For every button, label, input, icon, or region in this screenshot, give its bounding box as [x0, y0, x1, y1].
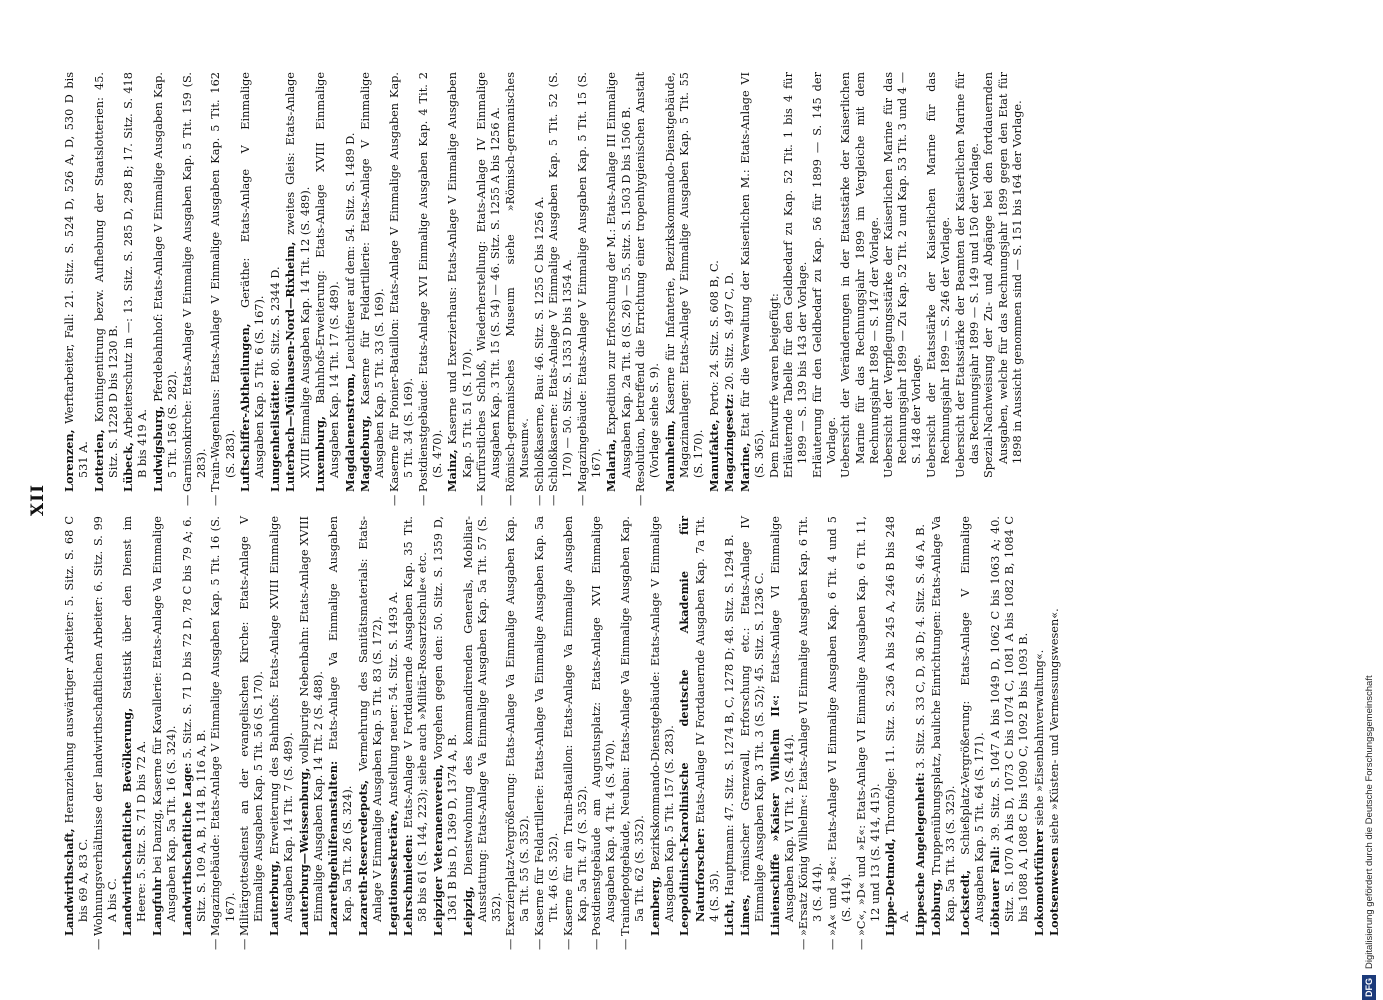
entry-text: Bahnhofs-Erweiterung: Etats-Anlage XVIII Einmalige Ausgaben Kap. 14 Tit. 17 (S. 489). — [314, 72, 342, 478]
entry-text: zweites Gleis: Etats-Anlage XVIII Einmalige Ausgaben Kap. 14 Tit. 12 (S. 489). — [284, 72, 312, 478]
index-entry — [120, 516, 149, 936]
entry-text: Spezial-Nachweisung der Zu- und Abgänge bei den fortdauernden Ausgaben, welche für das Rechnungsjahr 1899 gegen den Etat für 1898 in Aussicht genommen sind — S. 151 bis 164 der Vorlage. — [982, 72, 1024, 478]
index-entry — [461, 516, 504, 936]
entry-keyword: Mainz, — [445, 449, 460, 492]
sub-entry-dash: — — [797, 938, 811, 950]
entry-keyword: Mannheim, — [662, 420, 677, 492]
digitization-footer — [1360, 0, 1380, 1000]
index-entry — [982, 72, 1024, 492]
index-entry — [209, 72, 237, 506]
index-entry — [209, 516, 237, 950]
index-entry — [722, 516, 737, 936]
entry-text: Kontingentirung bezw. Aufhebung der Staatslotterien: 45. Sitz. S. 1228 D bis 1230 B. — [92, 72, 120, 478]
entry-keyword: Löbtauer Fall: — [987, 846, 1002, 936]
entry-text: Erläuterung für den Geldbedarf zu Kap. 56 für 1899 — S. 145 der Vorlage. — [810, 72, 838, 478]
sub-entry-dash: — — [416, 494, 430, 506]
entry-text: Kaserne für Feldartillerie: Etats-Anlage Va Einmalige Ausgaben Kap. 5a Tit. 46 (S. 352). — [533, 516, 561, 936]
entry-keyword: Lootsenwesen — [1047, 847, 1062, 936]
sub-entry-dash: — — [503, 494, 517, 506]
index-entry — [722, 72, 737, 492]
entry-text: Bezirkskommando-Dienstgebäude: Etats-Anlage V Einmalige Ausgaben Kap. 5 Tit. 157 (S. 283). — [648, 516, 676, 922]
entry-text: Magazingebäude: Etats-Anlage V Einmalige Ausgaben Kap. 5 Tit. 16 (S. 167). — [209, 516, 237, 936]
entry-text: Train-Wagenhaus: Etats-Anlage V Einmalige Ausgaben Kap. 5 Tit. 162 (S. 283). — [209, 72, 237, 492]
index-entry — [547, 72, 575, 506]
entry-text: Kaserne für Feldartillerie: Etats-Anlage V Einmalige Ausgaben Kap. 5 Tit. 33 (S. 169). — [359, 72, 387, 478]
entry-text: Geräthe: Etats-Anlage V Einmalige Ausgaben Kap. 5 Tit. 6 (S. 167). — [239, 72, 267, 478]
entry-keyword: Leipzig, — [460, 886, 475, 936]
entry-text: Schloßkaserne: Etats-Anlage V Einmalige Ausgaben Kap. 5 Tit. 52 (S. 170) — 50. Sitz. S. 1353 D bis 1354 A. — [547, 72, 575, 492]
entry-text: Porto: 24. Sitz. S. 608 B, C. — [707, 260, 721, 420]
index-entry — [954, 72, 982, 492]
entry-keyword: Linienschiffe »Kaiser Wilhelm II«: — [767, 694, 782, 936]
index-entry — [358, 72, 387, 492]
sub-entry-dash: — — [238, 938, 252, 950]
entry-text: Schloßkaserne, Bau: 46. Sitz. S. 1255 C bis 1256 A. — [532, 196, 546, 492]
sub-entry-dash: — — [388, 494, 402, 506]
entry-keyword: Magazingesetz: — [722, 393, 737, 492]
entry-text: Heranziehung auswärtiger Arbeiter: 5. Sitz. S. 68 C bis 69 A, 83 C. — [63, 516, 91, 922]
index-entry — [388, 72, 416, 506]
entry-keyword: Luxemburg, — [313, 416, 328, 492]
index-entry — [561, 516, 590, 950]
entry-text: Militärgottesdienst an der evangelischen Kirche: Etats-Anlage V Einmalige Ausgaben Kap. 5 Tit. 56 (S. 170). — [238, 516, 266, 936]
entry-text: Dem Entwurfe waren beigefügt: — [767, 293, 781, 478]
entry-text: Kurfürstliches Schloß, Wiederherstellung: Etats-Anlage IV Einmalige Ausgaben Kap. 3 Tit. 15 (S. 54) — 46. Sitz. S. 1255 A bis 1256 A. — [475, 72, 503, 492]
index-entry — [604, 72, 633, 492]
entry-keyword: Lippesche Angelegenheit: — [912, 772, 927, 936]
entry-keyword: Lauterburg, — [266, 860, 281, 936]
entry-keyword: Magdalenenstrom, — [342, 373, 357, 492]
entry-text: 80. Sitz. S. 2344 D. — [268, 266, 282, 380]
footer-text: Digitalisierung gefördert durch die Deutsche Forschungsgemeinschaft — [1364, 675, 1375, 969]
entry-text: Exerzierplatz-Vergrößerung: Etats-Anlage Va Einmalige Ausgaben Kap. 5a Tit. 55 (S. 352). — [504, 516, 532, 936]
entry-keyword: Ludwigsburg, — [151, 405, 166, 492]
index-entry — [663, 72, 706, 492]
entry-text: Postdienstgebäude am Augustusplatz: Etats-Anlage XVI Einmalige Ausgaben Kap. 4 Tit. 4 (S. 470). — [590, 516, 618, 936]
entry-text: 39. Sitz. S. 1047 A bis 1049 D, 1062 C bis 1063 A; 40. Sitz. S. 1070 A bis D, 1073 C bis 1074 C, 1081 A bis 1082 B, 1084 C bis 1088 A, 1088 C bis 1090 C, 1092 B bis 1093 B. — [988, 516, 1031, 922]
entry-text: Kaserne für ein Train-Bataillon: Etats-Anlage Va Einmalige Ausgaben Kap. 5a Tit. 47 (S. 352). — [561, 516, 589, 936]
index-entry — [768, 516, 797, 936]
entry-keyword: Lazarethgehülfenanstalten: — [326, 760, 341, 936]
index-entry — [883, 516, 912, 936]
sub-entry-dash: — — [475, 494, 489, 506]
entry-text: Leuchtfeuer auf dem: 54. Sitz. S. 1489 D. — [343, 132, 357, 373]
index-entry — [929, 516, 958, 936]
index-entry — [297, 516, 326, 936]
entry-text: Kaserne und Exerzierhaus: Etats-Anlage V Einmalige Ausgaben Kap. 5 Tit. 51 (S. 170). — [446, 72, 474, 478]
entry-text: Schießplatz-Vergrößerung: Etats-Anlage V Einmalige Ausgaben Kap. 5 Tit. 64 (S. 171). — [959, 516, 987, 922]
entry-text: Etats-Anlage V Fortdauernde Ausgaben Kap. 35 Tit. 58 bis 61 (S. 144, 223); siehe auch »Militär-Rossarztschule« etc. — [402, 516, 430, 922]
index-entry — [343, 72, 358, 492]
index-entry — [677, 516, 721, 936]
entry-text: »A« und »B«: Etats-Anlage VI Einmalige Ausgaben Kap. 6 Tit. 4 und 5 (S. 414). — [825, 516, 853, 936]
index-entry — [268, 72, 283, 492]
index-entry — [768, 72, 782, 492]
index-entry — [386, 516, 401, 936]
index-entry — [62, 72, 91, 492]
entry-text: »Ersatz König Wilhelm«: Etats-Anlage VI Einmalige Ausgaben Kap. 6 Tit. 3 (S. 414). — [797, 516, 825, 936]
entry-keyword: Luftschiffer-Abtheilungen, — [238, 323, 253, 492]
entry-text: Vorgehen gegen den: 50. Sitz. S. 1359 D, 1361 B bis D, 1369 D, 1374 A, B. — [431, 516, 459, 922]
index-entry — [958, 516, 987, 936]
sub-entry-dash: — — [209, 938, 223, 950]
entry-text: Statistik über den Dienst im Heere: 5. Sitz. S. 71 D bis 72 A. — [121, 515, 149, 922]
entry-keyword: Luterbach—Mülhausen-Nord—Rixheim, — [283, 241, 298, 492]
index-entry — [811, 72, 839, 492]
entry-text: Kaserne für Infanterie, Bezirkskommando-Dienstgebäude, Magazinanlagen: Etats-Anlage V Einmalige Ausgaben Kap. 5 Tit. 55 (S. 170). — [663, 72, 706, 478]
entry-text: Etat für die Verwaltung der Kaiserlichen M.: Etats-Anlage VI (S. 365). — [738, 72, 766, 478]
index-entry — [283, 72, 312, 492]
entry-text: Hauptmann: 47. Sitz. S. 1274 B, C, 1278 D; 48. Sitz. S. 1294 B. — [723, 534, 737, 900]
index-entry — [590, 516, 618, 950]
entry-keyword: Marine, — [737, 442, 752, 492]
entry-keyword: Landwirthschaft, — [62, 828, 76, 936]
index-entry — [401, 516, 430, 936]
entry-text: Anstellung neuer: 54. Sitz. S. 1493 A. — [386, 591, 400, 810]
entry-text: »C«, »D« und »E«: Etats-Anlage VI Einmalige Ausgaben Kap. 6 Tit. 11, 12 und 13 (S. 414, 415). — [854, 516, 882, 936]
sub-entry-dash: — — [180, 494, 194, 506]
dfg-logo: DFG — [1362, 975, 1376, 1000]
entry-text: Etats-Anlage Va Einmalige Ausgaben Kap. 5a Tit. 26 (S. 324). — [327, 516, 355, 922]
entry-text: Arbeiterschutz in —: 13. Sitz. S. 285 D, 298 B; 17. Sitz. S. 418 B bis 419 A. — [122, 72, 150, 478]
entry-text: Postdienstgebäude: Etats-Anlage XVI Einmalige Ausgaben Kap. 4 Tit. 2 (S. 470). — [416, 72, 444, 492]
entry-text: siehe »Küsten- und Vermessungswesen«. — [1048, 608, 1062, 848]
index-entry — [267, 516, 296, 936]
index-entry — [839, 72, 881, 492]
index-entry — [356, 516, 385, 936]
entry-keyword: Malaria, — [604, 439, 619, 492]
entry-text: Kaserne für Pionier-Bataillon: Etats-Anlage V Einmalige Ausgaben Kap. 5 Tit. 34 (S. 169). — [388, 72, 416, 492]
entry-text: Uebersicht der Etatsstärke der Beamten der Kaiserlichen Marine für das Rechnungsjahr 1899 — S. 149 und 150 der Vorlage. — [953, 72, 981, 478]
sub-entry-dash: — — [533, 938, 546, 950]
entry-keyword: Lobburg, — [928, 878, 943, 936]
entry-text: Pferdebahnhof: Etats-Anlage V Einmalige Ausgaben Kap. 5 Tit. 156 (S. 282). — [152, 72, 180, 478]
entry-text: 5. Sitz. S. 71 D bis 72 D, 78 C bis 79 A; 6. Sitz. S. 109 A, B, 114 B, 116 A, B. — [180, 516, 208, 922]
entry-keyword: Lotterien, — [91, 429, 106, 492]
index-entry — [416, 72, 445, 506]
entry-text: Traindepotgebäude, Neubau: Etats-Anlage Va Einmalige Ausgaben Kap. 5a Tit. 62 (S. 352). — [619, 516, 647, 936]
entry-text: bei Danzig, Kaserne für Kavallerie: Etats-Anlage Va Einmalige Ausgaben Kap. 5a Tit. 16 (S. 324). — [151, 516, 179, 922]
index-column-right — [62, 72, 1025, 506]
entry-text: Dienstwohnung des kommandirenden Generals, Mobiliar-Ausstattung: Etats-Anlage Va Einmalige Ausgaben Kap. 5a Tit. 57 (S. 352). — [461, 516, 503, 922]
entry-keyword: Lippe-Detmold, — [883, 838, 898, 936]
entry-text: Etats-Anlage IV Fortdauernde Ausgaben Kap. 7a Tit. 4 (S. 35). — [693, 516, 721, 922]
index-entry — [782, 72, 810, 492]
index-entry — [91, 516, 120, 950]
index-entry — [62, 516, 91, 936]
entry-keyword: Licht, — [722, 899, 737, 936]
entry-text: vollspurige Nebenbahn: Etats-Anlage XVIII Einmalige Ausgaben Kap. 14 Tit. 2 (S. 488). — [297, 516, 325, 922]
index-entry — [707, 72, 722, 492]
index-entry — [150, 516, 179, 936]
index-entry — [1047, 516, 1062, 936]
sub-entry-dash: — — [504, 938, 518, 950]
entry-text: Römisch-germanisches Museum siehe »Römisch-germanisches Museum«. — [503, 72, 531, 492]
sub-entry-dash: — — [532, 494, 546, 506]
sub-entry-dash: — — [561, 938, 575, 950]
entry-keyword: Lübeck, — [121, 442, 136, 492]
entry-text: Vermehrung des Sanitätsmaterials: Etats-Anlage V Einmalige Ausgaben Kap. 5 Tit. 83 (S. 172). — [356, 516, 384, 922]
index-entry — [121, 72, 150, 492]
entry-keyword: Lorenzen, — [62, 429, 76, 492]
index-entry — [180, 516, 209, 936]
sub-entry-dash: — — [575, 494, 589, 506]
entry-keyword: Lauterburg—Weissenburg, — [296, 767, 311, 936]
index-entry — [634, 72, 662, 506]
index-entry — [619, 516, 647, 950]
entry-keyword: Lehrschmieden: — [401, 834, 416, 936]
entry-text: Wohnungsverhältnisse der landwirthschaftlichen Arbeiter: 6. Sitz. S. 99 A bis C. — [91, 516, 119, 936]
index-entry — [533, 516, 561, 950]
entry-keyword: Limes, — [737, 894, 752, 936]
index-entry — [326, 516, 355, 936]
entry-text: Werftarbeiter, Fall: 21. Sitz. S. 524 D, 526 A, D, 530 D bis 531 A. — [63, 72, 91, 478]
entry-text: Magazingebäude: Etats-Anlage V Einmalige Ausgaben Kap. 5 Tit. 15 (S. 167). — [575, 72, 603, 492]
entry-text: Erweiterung des Bahnhofs: Etats-Anlage XVIII Einmalige Ausgaben Kap. 14 Tit. 7 (S. 489). — [267, 516, 295, 922]
entry-keyword: Manufakte, — [706, 419, 721, 492]
index-column-left — [62, 515, 1063, 950]
index-entry — [738, 72, 767, 492]
index-entry — [825, 516, 854, 950]
index-entry — [504, 516, 532, 950]
entry-keyword: Leipziger Veteranenverein, — [430, 764, 445, 936]
entry-keyword: Legationssekretäre, — [385, 809, 400, 936]
sub-entry-dash: — — [547, 494, 561, 506]
entry-keyword: Lockstedt, — [958, 870, 973, 936]
entry-text: 20. Sitz. S. 497 C, D. — [723, 272, 737, 394]
sub-entry-dash: — — [209, 494, 223, 506]
entry-keyword: Lemberg, — [647, 876, 662, 936]
sub-entry-dash: — — [619, 938, 633, 950]
entry-text: Etats-Anlage VI Einmalige Ausgaben Kap. VI Tit. 2 (S. 414). — [768, 516, 796, 922]
index-entry — [503, 72, 532, 506]
sub-entry-dash: — — [634, 494, 648, 506]
entry-text: siehe »Eisenbahnverwaltung«. — [1032, 649, 1046, 830]
index-entry — [475, 72, 503, 506]
entry-keyword: Lungenheilstätte: — [267, 379, 282, 492]
entry-text: Expedition zur Erforschung der M.: Etats-Anlage III Einmalige Ausgaben Kap. 2a Tit. 8 (S. 26) — 55. Sitz. S. 1503 D bis 1506 B. — [605, 72, 633, 478]
index-entry — [445, 72, 474, 492]
index-entry — [151, 72, 180, 492]
index-entry — [854, 516, 883, 950]
entry-keyword: Landwirthschaftliche Bevölkerung, — [120, 707, 135, 936]
index-entry — [648, 516, 677, 936]
index-entry — [313, 72, 342, 492]
entry-keyword: Langfuhr — [150, 877, 165, 936]
entry-text: römischer Grenzwall, Erforschung etc.: Etats-Anlage IV Einmalige Ausgaben Kap. 3 Tit. 3 (S. 52); 45. Sitz. S. 1236 C. — [738, 516, 766, 922]
entry-text: Erläuternde Tabelle für den Geldbedarf zu Kap. 52 Tit. 1 bis 4 für 1899 — S. 139 bis 143 der Vorlage. — [782, 72, 810, 478]
entry-text: 3. Sitz. S. 33 C, D, 36 D; 4. Sitz. S. 46 A, B. — [913, 524, 927, 773]
entry-text: Thronfolge: 11. Sitz. S. 236 A bis 245 A, 246 B bis 248 A. — [884, 516, 912, 922]
index-entry — [738, 516, 767, 936]
entry-text: Garnisonkirche: Etats-Anlage V Einmalige Ausgaben Kap. 5 Tit. 159 (S. 283). — [180, 72, 208, 492]
index-entry — [925, 72, 953, 492]
entry-text: Uebersicht der Etatsstärke der Kaiserlichen Marine für das Rechnungsjahr 1899 — S. 246 der Vorlage. — [925, 72, 953, 478]
sub-entry-dash: — — [590, 938, 604, 950]
index-entry — [988, 516, 1031, 936]
index-entry — [797, 516, 825, 950]
index-entry — [1032, 516, 1047, 936]
index-entry — [92, 72, 121, 492]
index-entry — [575, 72, 604, 506]
index-entry — [431, 516, 460, 936]
index-entry — [180, 72, 209, 506]
sub-entry-dash: — — [91, 938, 105, 950]
index-entry — [532, 72, 547, 506]
entry-keyword: Lokomotivführer — [1031, 829, 1046, 936]
index-entry — [238, 516, 266, 950]
entry-keyword: Landwirthschaftliche Lage: — [179, 762, 194, 936]
index-entry — [882, 72, 924, 492]
sub-entry-dash: — — [854, 938, 868, 950]
entry-keyword: Lazareth-Reservedepots, — [355, 779, 370, 936]
entry-text: Uebersicht der Veränderungen in der Etatsstärke der Kaiserlichen Marine für das Rechnungsjahr 1899 im Vergleiche mit dem Rechnungsjahr 1898 — S. 147 der Vorlage. — [839, 72, 881, 478]
sub-entry-dash: — — [825, 938, 839, 950]
entry-text: Resolution, betreffend die Errichtung einer tropenhygienischen Anstalt (Vorlage siehe S. 9). — [634, 72, 662, 492]
index-entry — [913, 516, 928, 936]
entry-keyword: Leopoldinisch-Karolinische deutsche Akademie für Naturforscher: — [677, 516, 707, 936]
entry-text: Uebersicht der Verpflegungsstärke der Kaiserlichen Marine für das Rechnungsjahr 1899 — Zu Kap. 52 Tit. 2 und Kap. 53 Tit. 3 und 4 — S. 148 der Vorlage. — [882, 72, 924, 478]
index-entry — [238, 72, 267, 492]
entry-keyword: Magdeburg, — [358, 415, 373, 492]
page-number: XII — [28, 483, 48, 517]
entry-text: Truppenübungsplatz, bauliche Einrichtungen: Etats-Anlage Va Kap. 5a Tit. 33 (S. 325). — [929, 516, 957, 922]
